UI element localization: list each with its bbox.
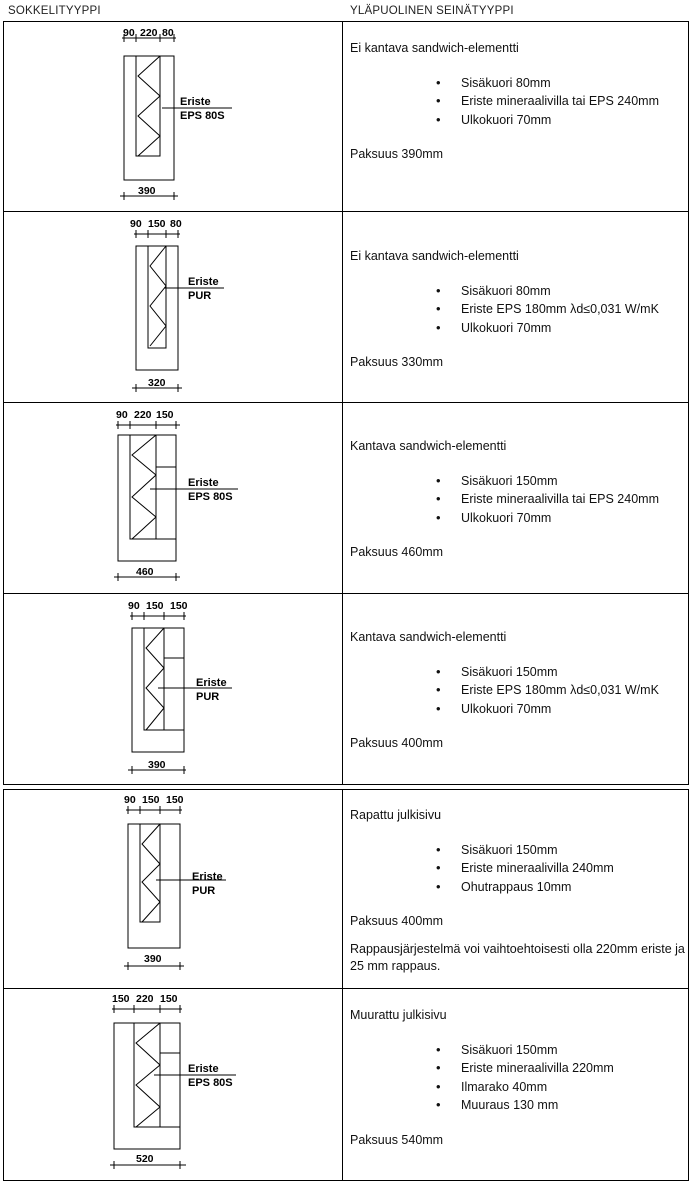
dimension-label: 150 — [156, 409, 174, 421]
layer-item: • Sisäkuori 80mm — [350, 282, 685, 301]
insulation-label: PUR — [192, 885, 216, 897]
wall-type-description-3 — [350, 437, 685, 562]
layer-list — [350, 74, 685, 130]
wall-type-description-2 — [350, 247, 685, 372]
layer-item: • Eriste mineraalivilla 240mm — [350, 859, 685, 878]
insulation-label: Eriste — [192, 871, 223, 883]
dimension-label: 80 — [170, 218, 182, 230]
table-rule — [3, 784, 689, 785]
wall-thickness: Paksuus 390mm — [350, 147, 444, 161]
layer-item: • Eriste mineraalivilla 220mm — [350, 1059, 685, 1078]
insulation-label: Eriste — [180, 96, 211, 108]
wall-type-title: Muurattu julkisivu — [350, 1008, 447, 1022]
wall-type-title: Ei kantava sandwich-elementti — [350, 41, 519, 55]
layer-list — [350, 841, 685, 897]
wall-thickness: Paksuus 400mm — [350, 914, 444, 928]
dimension-label: 90 — [128, 600, 140, 612]
wall-type-title: Rapattu julkisivu — [350, 808, 442, 822]
table-column-divider — [342, 789, 343, 1180]
layer-item: • Eriste mineraalivilla tai EPS 240mm — [350, 92, 685, 111]
table-rule — [3, 789, 689, 790]
dimension-label: 150 — [160, 993, 178, 1005]
dimension-label: 150 — [170, 600, 188, 612]
table-border-right — [688, 789, 689, 1180]
layer-item: • Eriste mineraalivilla tai EPS 240mm — [350, 490, 685, 509]
dimension-label: 390 — [148, 759, 166, 771]
dimension-label: 90 — [124, 794, 136, 806]
insulation-label: Eriste — [188, 276, 219, 288]
layer-list — [350, 663, 685, 719]
table-rule — [3, 988, 689, 989]
wall-thickness: Paksuus 400mm — [350, 736, 444, 750]
wall-thickness: Paksuus 330mm — [350, 355, 444, 369]
wall-type-title: Kantava sandwich-elementti — [350, 439, 507, 453]
wall-type-description-4 — [350, 628, 685, 753]
sokkeli-diagram-5 — [100, 792, 260, 986]
rendering-note: Rappausjärjestelmä voi vaihtoehtoisesti olla 220mm eriste ja 25 mm rappaus. — [350, 941, 685, 973]
table-rule — [3, 21, 689, 22]
table-border-left — [3, 21, 4, 784]
insulation-label: Eriste — [196, 677, 227, 689]
column-header-sokkelityyppi: SOKKELITYYPPI — [8, 5, 101, 17]
dimension-label: 520 — [136, 1153, 154, 1165]
layer-item: • Muuraus 130 mm — [350, 1096, 685, 1115]
layer-item: • Ulkokuori 70mm — [350, 509, 685, 528]
layer-item: • Ohutrappaus 10mm — [350, 878, 685, 897]
wall-type-title: Kantava sandwich-elementti — [350, 630, 507, 644]
table-column-divider — [342, 21, 343, 784]
insulation-label: PUR — [196, 691, 220, 703]
layer-item: • Sisäkuori 150mm — [350, 472, 685, 491]
table-rule — [3, 593, 689, 594]
table-rule — [3, 211, 689, 212]
dimension-label: 320 — [148, 377, 166, 389]
insulation-label: PUR — [188, 290, 212, 302]
dimension-label: 220 — [140, 27, 158, 39]
layer-item: • Ulkokuori 70mm — [350, 319, 685, 338]
layer-list — [350, 472, 685, 528]
sokkeli-diagram-1 — [100, 24, 260, 210]
dimension-label: 390 — [144, 953, 162, 965]
wall-type-title: Ei kantava sandwich-elementti — [350, 249, 519, 263]
dimension-label: 80 — [162, 27, 174, 39]
dimension-label: 90 — [116, 409, 128, 421]
dimension-label: 150 — [148, 218, 166, 230]
layer-item: • Sisäkuori 150mm — [350, 1041, 685, 1060]
table-rule — [3, 402, 689, 403]
dimension-label: 150 — [166, 794, 184, 806]
wall-thickness: Paksuus 540mm — [350, 1132, 444, 1147]
layer-item: • Sisäkuori 150mm — [350, 663, 685, 682]
insulation-label: Eriste — [188, 1063, 219, 1075]
layer-list — [350, 282, 685, 338]
sokkeli-diagram-6 — [100, 991, 260, 1177]
layer-item: • Ulkokuori 70mm — [350, 700, 685, 719]
column-header-seinatyyppi: YLÄPUOLINEN SEINÄTYYPPI — [350, 5, 514, 17]
layer-list — [350, 1041, 685, 1115]
sokkeli-diagram-4 — [100, 596, 260, 782]
layer-item: • Sisäkuori 150mm — [350, 841, 685, 860]
insulation-label: EPS 80S — [188, 491, 233, 503]
layer-item: • Eriste EPS 180mm λd≤0,031 W/mK — [350, 300, 685, 319]
wall-type-description-5 — [350, 806, 685, 975]
insulation-label: EPS 80S — [180, 110, 225, 122]
dimension-label: 390 — [138, 185, 156, 197]
dimension-label: 150 — [142, 794, 160, 806]
wall-type-description-6 — [350, 1006, 685, 1149]
table-rule — [3, 1180, 689, 1181]
dimension-label: 150 — [146, 600, 164, 612]
dimension-label: 220 — [134, 409, 152, 421]
layer-item: • Ulkokuori 70mm — [350, 111, 685, 130]
layer-item: • Eriste EPS 180mm λd≤0,031 W/mK — [350, 681, 685, 700]
wall-type-description-1 — [350, 39, 685, 164]
table-border-right — [688, 21, 689, 784]
insulation-label: Eriste — [188, 477, 219, 489]
table-border-left — [3, 789, 4, 1180]
sokkeli-diagram-3 — [100, 405, 260, 591]
wall-thickness: Paksuus 460mm — [350, 545, 444, 559]
dimension-label: 220 — [136, 993, 154, 1005]
insulation-label: EPS 80S — [188, 1077, 233, 1089]
dimension-label: 460 — [136, 566, 154, 578]
dimension-label: 90 — [123, 27, 135, 39]
layer-item: • Sisäkuori 80mm — [350, 74, 685, 93]
sokkeli-diagram-2 — [100, 214, 260, 400]
layer-item: • Ilmarako 40mm — [350, 1078, 685, 1097]
dimension-label: 90 — [130, 218, 142, 230]
dimension-label: 150 — [112, 993, 130, 1005]
